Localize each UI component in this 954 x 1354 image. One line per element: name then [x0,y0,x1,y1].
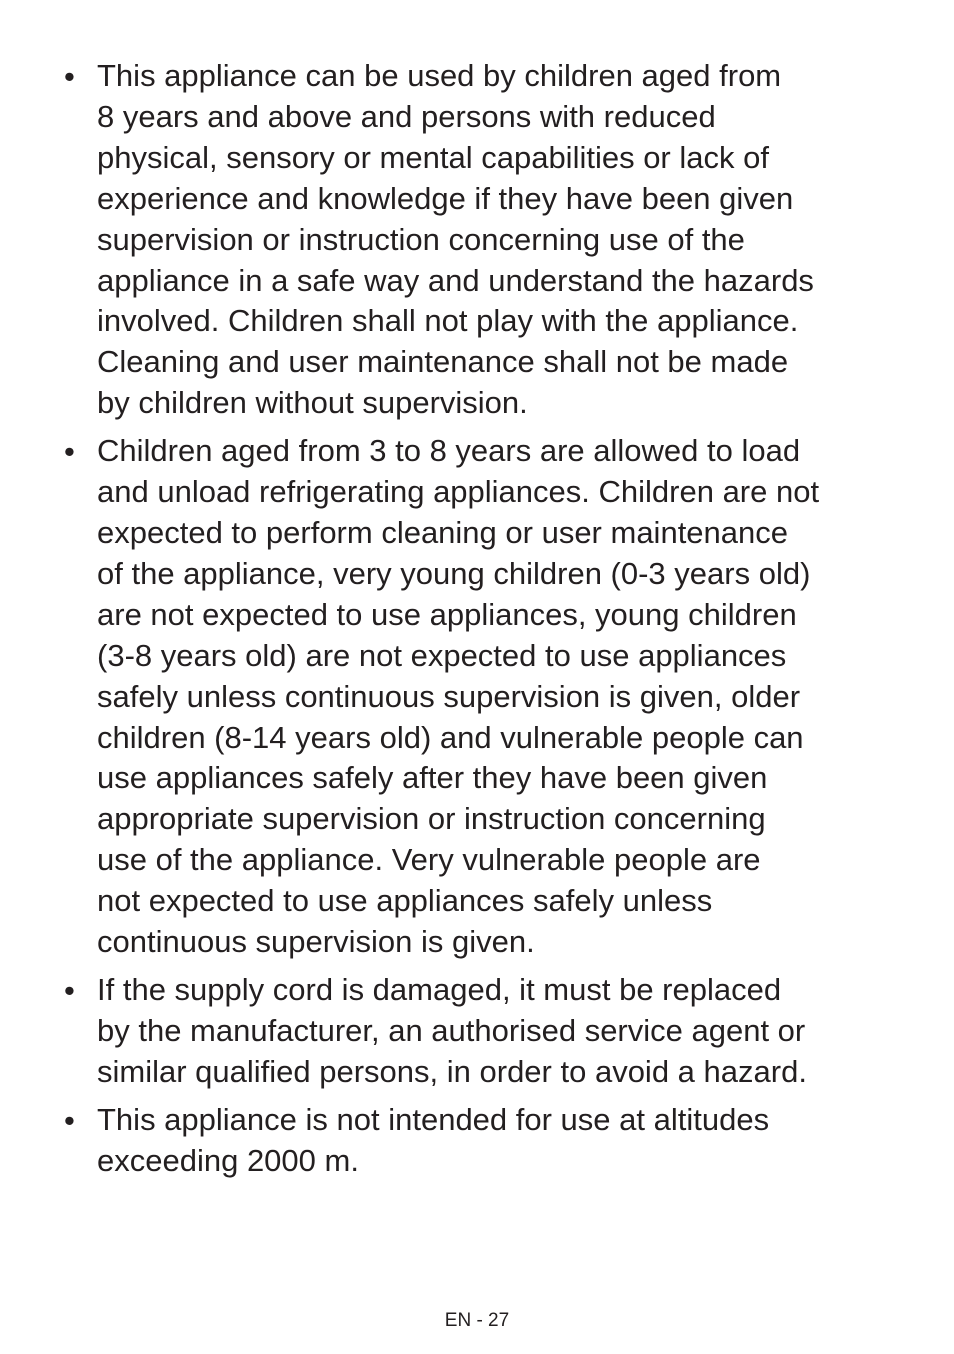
text-line: If the supply cord is damaged, it must be replaced [97,971,782,1007]
bullet-icon: • [64,1102,75,1138]
text-line: This appliance can be used by children aged from [97,58,782,93]
text-line: (3-8 years old) are not expected to use appliances [97,637,787,673]
page-number: EN - 27 [444,1310,510,1331]
text-line: Children aged from 3 to 8 years are allowed to load [97,433,801,469]
text-line: physical, sensory or mental capabilities or lack of [97,139,769,175]
text-line: by children without supervision. [97,385,528,421]
text-line: children (8-14 years old) and vulnerable people can [97,719,804,755]
text-line: appropriate supervision or instruction concerning [97,801,766,837]
text-line: of the appliance, very young children (0-3 years old) [97,555,811,591]
text-line: are not expected to use appliances, young children [97,596,797,632]
bullet-icon: • [64,59,75,94]
bullet-icon: • [64,972,75,1008]
text-line: not expected to use appliances safely unless [97,883,713,919]
bullet-item-altitude [0,1100,954,1182]
safety-bullet-list [0,56,954,1181]
bullet-icon: • [64,434,75,470]
text-line: involved. Children shall not play with the appliance. [97,303,799,339]
text-line: exceeding 2000 m. [97,1142,359,1178]
text-line: use appliances safely after they have been given [97,760,768,796]
bullet-item-children-load-unload [0,431,954,963]
text-line: experience and knowledge if they have been given [97,180,794,216]
text-line: This appliance is not intended for use at altitudes [97,1101,770,1137]
text-line: expected to perform cleaning or user maintenance [97,514,789,550]
bullet-item-supply-cord [0,970,954,1093]
text-line: Cleaning and user maintenance shall not be made [97,344,789,380]
text-line: appliance in a safe way and understand the hazards [97,262,814,298]
text-line: safely unless continuous supervision is given, older [97,678,801,714]
text-line: and unload refrigerating appliances. Children are not [97,474,820,510]
text-line: 8 years and above and persons with reduced [97,98,716,134]
text-line: by the manufacturer, an authorised service agent or [97,1012,806,1048]
text-line: use of the appliance. Very vulnerable people are [97,842,761,878]
bullet-item-children-age-8 [0,56,954,424]
page-content [0,56,954,1188]
text-line: supervision or instruction concerning use of the [97,221,745,257]
text-line: similar qualified persons, in order to avoid a hazard. [97,1053,807,1089]
text-line: continuous supervision is given. [97,924,535,960]
